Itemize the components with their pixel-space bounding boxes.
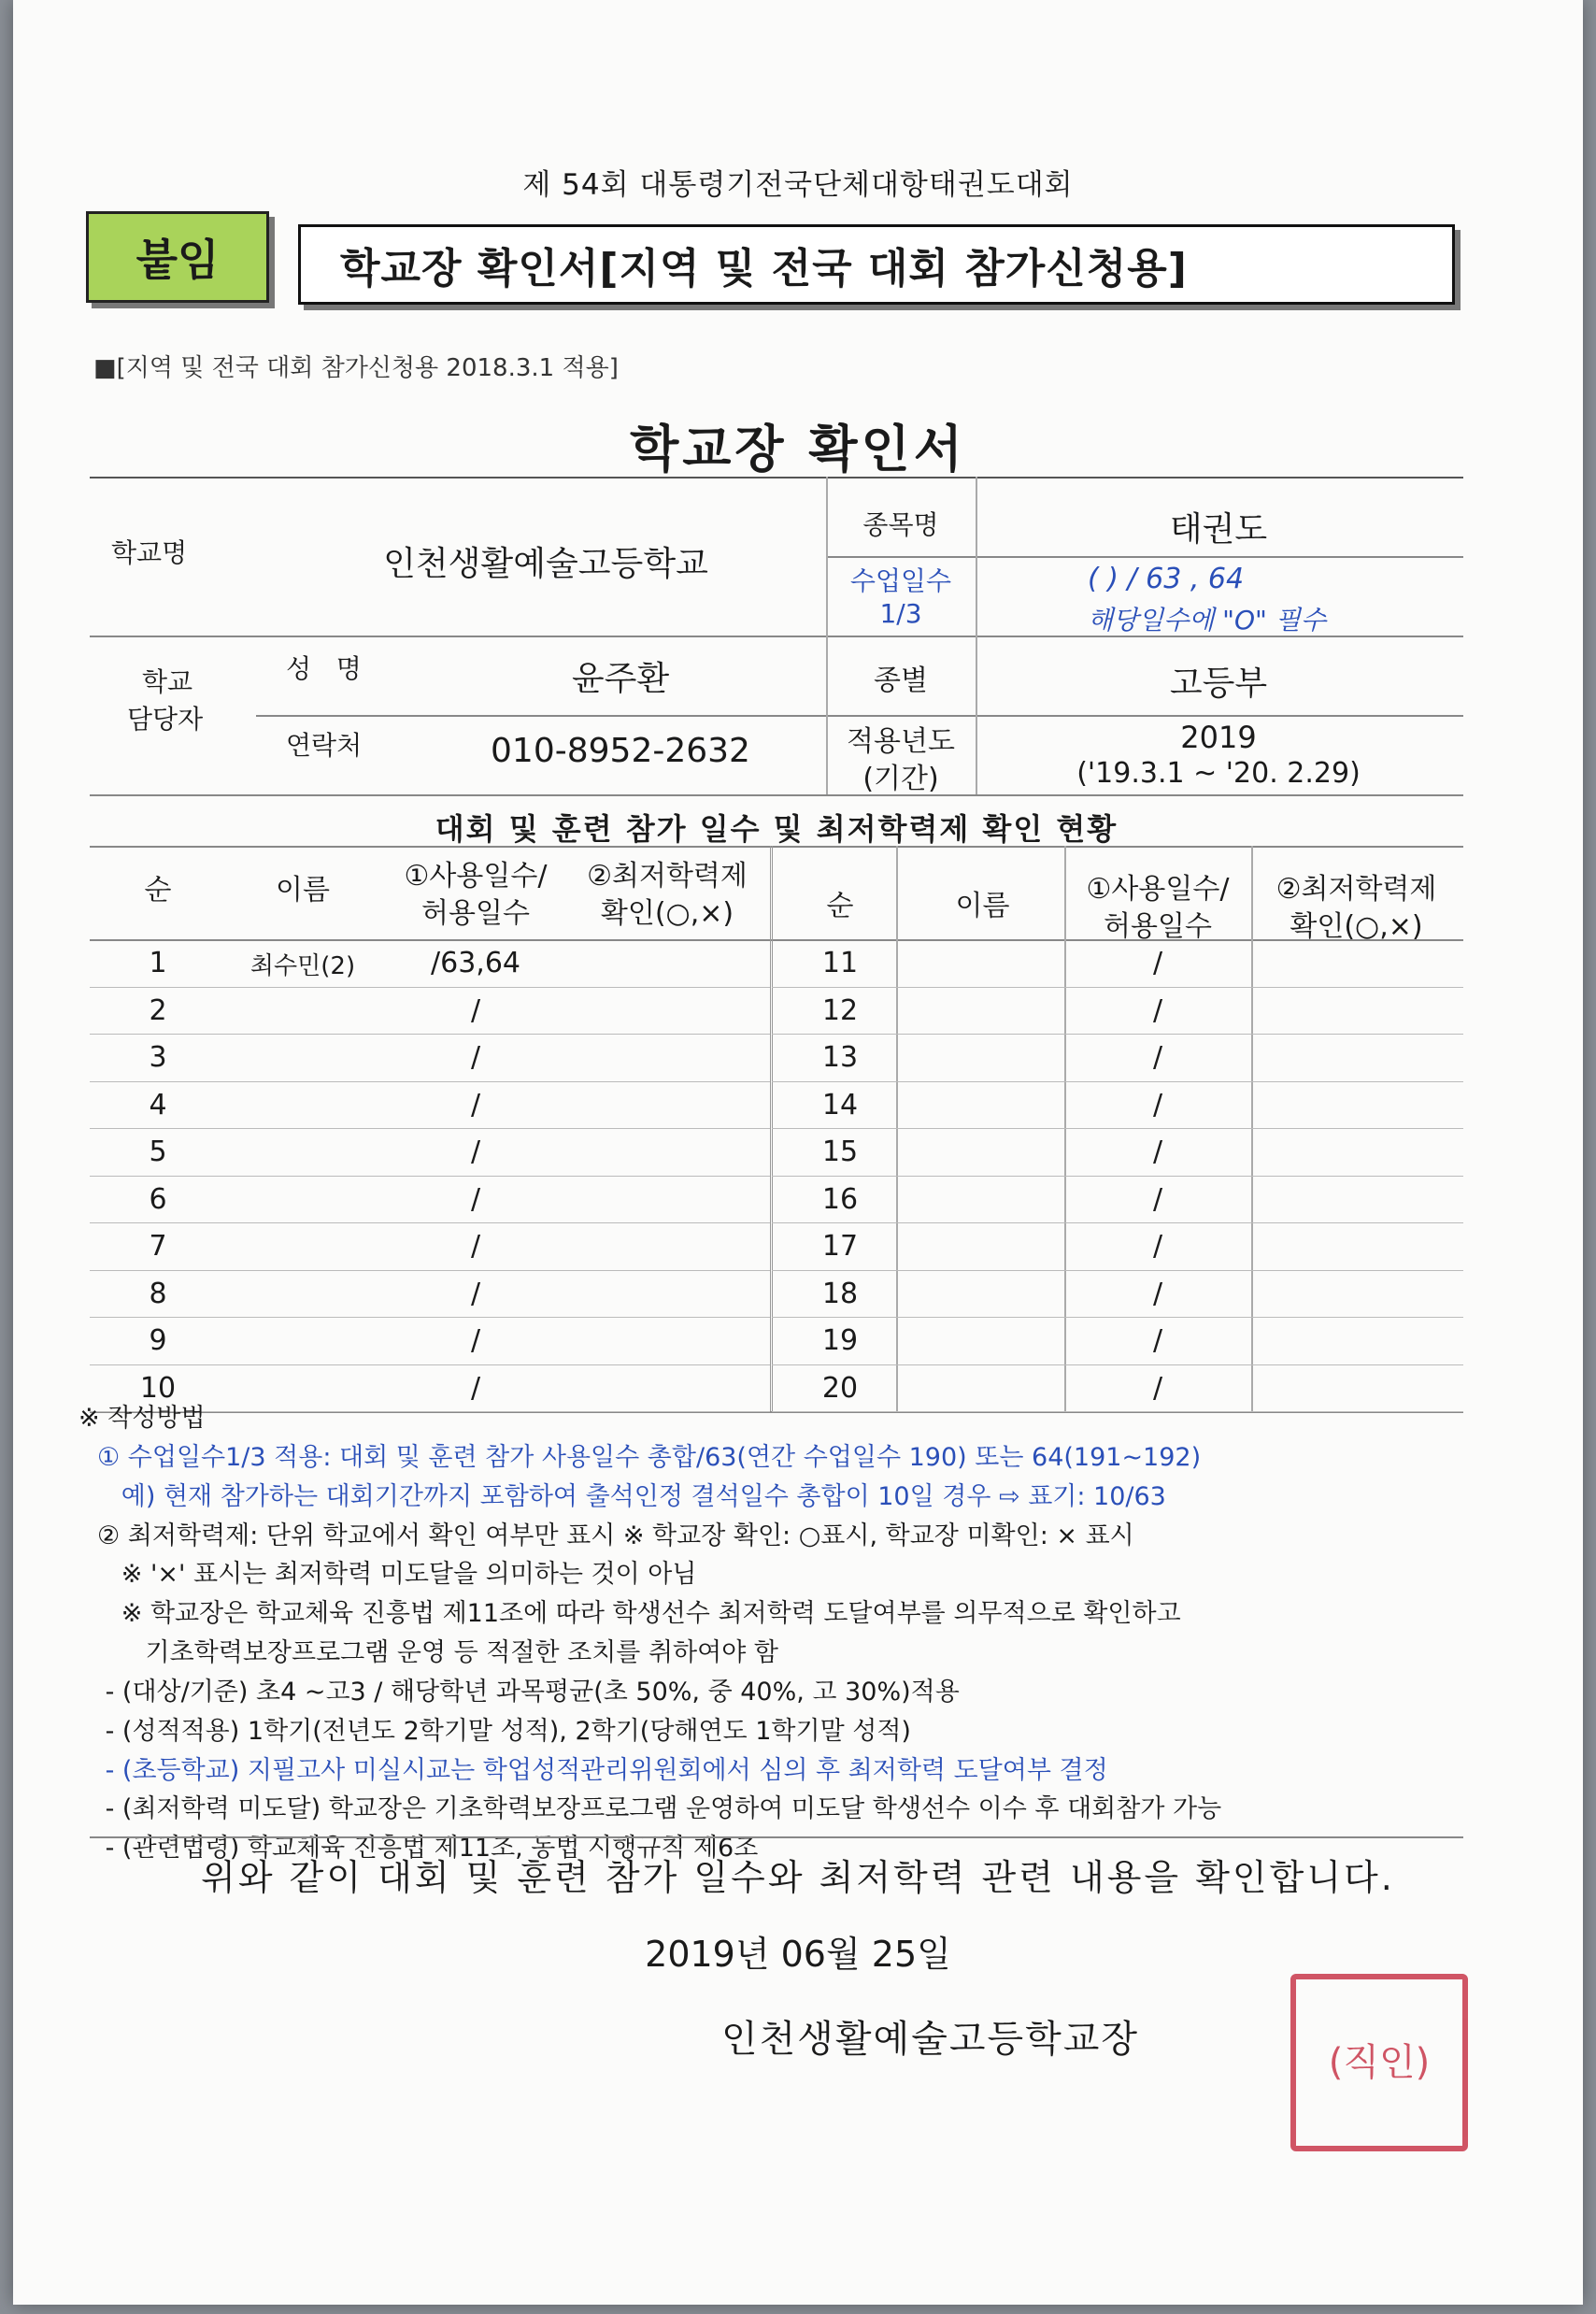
- row-divider: [772, 1128, 1463, 1129]
- principal-signature-line: 인천생활예술고등학교장: [721, 2018, 1140, 2061]
- seal-label: (직인): [1328, 2041, 1431, 2084]
- guide-line: ② 최저학력제: 단위 학교에서 확인 여부만 표시 ※ 학교장 확인: ○표시, 학교장 미확인: × 표시: [97, 1521, 1134, 1550]
- year-period: ('19.3.1 ~ '20. 2.29): [1076, 757, 1361, 790]
- row-number: 2: [149, 993, 167, 1027]
- header-check-right-2: 확인(○,×): [1290, 910, 1423, 943]
- row-divider: [772, 1034, 1463, 1035]
- used-days: /: [1152, 1371, 1163, 1405]
- row-number: 18: [821, 1277, 859, 1310]
- row-divider: [90, 1364, 770, 1365]
- guide-line: ※ 학교장은 학교체육 진흥법 제11조에 따라 학생선수 최저학력 도달여부를 의무적으로 확인하고: [97, 1599, 1181, 1629]
- event-title: 제 54회 대통령기전국단체대항태권도대회: [522, 168, 1074, 202]
- used-days: /: [1152, 1136, 1163, 1168]
- guide-line: 예) 현재 참가하는 대회기간까지 포함하여 출석인정 결석일수 총합이 10일 경우 ⇨ 표기: 10/63: [97, 1481, 1166, 1511]
- row-number: 10: [139, 1371, 177, 1405]
- header-name: 이름: [276, 874, 330, 907]
- header-used-2: 허용일수: [421, 897, 530, 930]
- status-title: 대회 및 훈련 참가 일수 및 최저학력제 확인 현황: [435, 811, 1119, 847]
- header-used-right-2: 허용일수: [1104, 910, 1212, 943]
- guide-line: - (성적적용) 1학기(전년도 2학기말 성적), 2학기(당해연도 1학기말 성적): [97, 1716, 911, 1746]
- year-label-2: (기간): [862, 763, 939, 795]
- guide-bottom-border: [90, 1836, 1463, 1838]
- info-top-border: [90, 477, 1463, 479]
- row-divider: [90, 1128, 770, 1129]
- info-bottom-border: [90, 794, 1463, 796]
- year-label: 적용년도: [847, 725, 955, 758]
- row-divider: [90, 1270, 770, 1271]
- used-days: /: [470, 1041, 481, 1074]
- row-divider: [90, 1034, 770, 1035]
- info-row-divider-2: [256, 715, 1463, 717]
- applicability-note: ■[지역 및 전국 대회 참가신청용 2018.3.1 적용]: [93, 354, 619, 382]
- row-number: 7: [149, 1230, 167, 1263]
- row-divider: [90, 1176, 770, 1177]
- used-days: /: [470, 1182, 481, 1216]
- header-name-right: 이름: [955, 890, 1010, 922]
- event-value: 태권도: [1169, 510, 1268, 549]
- row-divider: [90, 987, 770, 988]
- row-divider: [772, 1176, 1463, 1177]
- official-seal: [1290, 1974, 1468, 2151]
- table-top-border: [90, 846, 1463, 848]
- row-divider: [772, 1364, 1463, 1365]
- row-divider: [772, 1317, 1463, 1318]
- used-days: /63,64: [431, 947, 520, 979]
- row-number: 9: [149, 1324, 167, 1357]
- info-row-divider: [826, 556, 1463, 558]
- header-no-right: 순: [826, 890, 854, 922]
- row-number: 1: [149, 947, 167, 979]
- contact-name: 윤주환: [571, 660, 670, 698]
- used-days: /: [470, 1324, 481, 1357]
- main-title: 학교장 확인서[지역 및 전국 대회 참가신청용]: [298, 224, 1455, 305]
- phone-value: 010-8952-2632: [491, 732, 750, 770]
- row-number: 5: [149, 1136, 167, 1168]
- header-check: ②최저학력제: [587, 860, 748, 893]
- writing-guide: [78, 1399, 1471, 1868]
- document-page: [13, 0, 1583, 2305]
- used-days: /: [1152, 1088, 1163, 1121]
- row-number: 20: [821, 1371, 859, 1405]
- used-days: /: [470, 1371, 481, 1405]
- row-divider: [772, 1081, 1463, 1082]
- used-days: /: [470, 1230, 481, 1263]
- row-number: 6: [149, 1182, 167, 1216]
- row-number: 17: [821, 1230, 859, 1263]
- contact-group-label-2: 담당자: [127, 704, 204, 735]
- row-number: 16: [821, 1182, 859, 1216]
- row-divider: [90, 1317, 770, 1318]
- row-number: 3: [149, 1041, 167, 1074]
- used-days: /: [470, 993, 481, 1027]
- row-divider: [772, 987, 1463, 988]
- row-number: 13: [821, 1041, 859, 1074]
- guide-heading: ※ 작성방법: [78, 1404, 206, 1433]
- used-days: /: [1152, 1324, 1163, 1357]
- guide-line: - (초등학교) 지필고사 미실시교는 학업성적관리위원회에서 심의 후 최저학력 도달여부 결정: [97, 1755, 1108, 1785]
- used-days: /: [470, 1136, 481, 1168]
- header-used: ①사용일수/: [404, 860, 548, 893]
- document-title: 학교장 확인서: [630, 420, 966, 479]
- used-days: /: [1152, 1230, 1163, 1263]
- event-label: 종목명: [862, 509, 939, 540]
- used-days: /: [1152, 993, 1163, 1027]
- class-days-ratio: 1/3: [879, 598, 922, 629]
- contact-group-label: 학교: [142, 666, 193, 697]
- guide-line: - (대상/기준) 초4 ~고3 / 해당학년 과목평균(초 50%, 중 40%, 고 30%)적용: [97, 1677, 960, 1707]
- used-days: /: [1152, 1041, 1163, 1074]
- used-days: /: [1152, 947, 1163, 979]
- guide-line: - (최저학력 미도달) 학교장은 기초학력보장프로그램 운영하여 미도달 학생선수 이수 후 대회참가 가능: [97, 1794, 1222, 1824]
- row-number: 14: [821, 1088, 859, 1121]
- year-value: 2019: [1180, 720, 1257, 755]
- used-days: /: [1152, 1182, 1163, 1216]
- row-divider: [90, 1222, 770, 1223]
- header-check-2: 확인(○,×): [600, 897, 734, 930]
- guide-line: 기초학력보장프로그램 운영 등 적절한 조치를 취하여야 함: [97, 1638, 778, 1668]
- class-days-label: 수업일수: [849, 565, 952, 596]
- issue-date: 2019년 06월 25일: [645, 1934, 951, 1975]
- row-number: 15: [821, 1136, 859, 1168]
- name-label: 성 명: [286, 653, 362, 684]
- used-days: /: [1152, 1277, 1163, 1310]
- guide-line: ※ '×' 표시는 최저학력 미도달을 의미하는 것이 아님: [97, 1560, 697, 1590]
- row-number: 12: [821, 993, 859, 1027]
- row-number: 11: [821, 947, 859, 979]
- student-name: 최수민(2): [249, 952, 356, 980]
- row-divider: [90, 1081, 770, 1082]
- row-divider: [772, 1270, 1463, 1271]
- row-number: 4: [149, 1088, 167, 1121]
- used-days: /: [470, 1088, 481, 1121]
- header-used-right: ①사용일수/: [1086, 873, 1230, 906]
- division-value: 고등부: [1169, 664, 1268, 703]
- class-days-instruction: 해당일수에 "O" 필수: [1088, 605, 1326, 636]
- school-name: 인천생활예술고등학교: [383, 545, 708, 583]
- row-number: 19: [821, 1324, 859, 1357]
- guide-line: - (관련법령) 학교체육 진흥법 제11조, 동법 시행규칙 제6조: [97, 1834, 759, 1864]
- phone-label: 연락처: [286, 730, 363, 761]
- used-days: /: [470, 1277, 481, 1310]
- division-label: 종별: [874, 664, 928, 697]
- confirmation-statement: 위와 같이 대회 및 훈련 참가 일수와 최저학력 관련 내용을 확인합니다.: [201, 1857, 1395, 1898]
- header-no: 순: [144, 874, 172, 907]
- attachment-badge: 붙임: [86, 211, 269, 303]
- header-check-right: ②최저학력제: [1275, 873, 1437, 906]
- row-number: 8: [149, 1277, 167, 1310]
- class-days-value: ( ) / 63 , 64: [1088, 563, 1245, 595]
- guide-line: ① 수업일수1/3 적용: 대회 및 훈련 참가 사용일수 총합/63(연간 수업일수 190) 또는 64(191~192): [97, 1442, 1202, 1472]
- school-label: 학교명: [111, 537, 188, 568]
- row-divider: [772, 1222, 1463, 1223]
